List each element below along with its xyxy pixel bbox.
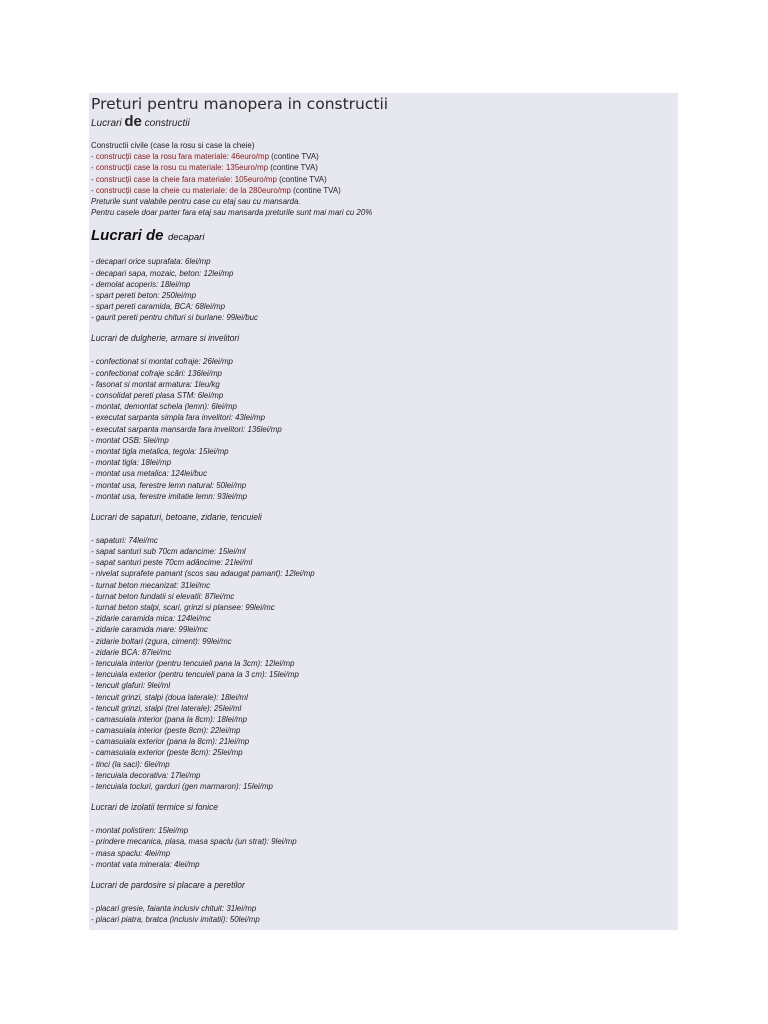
intro-item-text: - construcții case la rosu fara materiale: 46euro/mp	[91, 151, 269, 162]
intro-item	[91, 151, 625, 162]
list-item: - prindere mecanica, plasa, masa spaclu (un strat): 9lei/mp	[91, 836, 297, 847]
list-item: - tencuiala decorativa: 17lei/mp	[91, 769, 201, 780]
page-subtitle	[91, 114, 671, 130]
intro-heading: Constructii civile (case la rosu si case la cheie)	[91, 140, 255, 150]
list-item: - decapari orice suprafata: 6lei/mp	[91, 256, 211, 267]
list-item: - spart pereti beton: 250lei/mp	[91, 289, 197, 300]
intro-item-text: - construcții case la cheie cu materiale: de la 280euro/mp	[91, 184, 291, 195]
list-item: - tencuiala tocluri, garduri (gen marmaron): 15lei/mp	[91, 781, 273, 791]
list-item: - tencuit grinzi, stalpi (doua laterale): 18lei/ml	[91, 691, 248, 702]
intro-note: Pentru casele doar parter fara etaj sau mansarda preturile sunt mai mari cu 20%	[91, 207, 373, 218]
intro-item-note: (contine TVA)	[268, 162, 318, 173]
list-item: - montat, demontat schela (lemn): 6lei/mp	[91, 401, 237, 412]
list-item: - montat tigla: 18lei/mp	[91, 457, 171, 468]
section-heading-izolatii: Lucrari de izolatii termice si fonice	[91, 802, 218, 813]
subtitle-pre: Lucrari	[91, 118, 122, 129]
list-item: - montat OSB: 5lei/mp	[91, 434, 169, 445]
list-item: - zidarie caramida mare: 99lei/mc	[91, 624, 208, 635]
section-heading-dulgherie: Lucrari de dulgherie, armare si invelitori	[91, 333, 240, 344]
list-item: - zidarie BCA: 87lei/mc	[91, 646, 172, 657]
list-item: - montat polistiren: 15lei/mp	[91, 825, 189, 836]
list-item: - tencuiala interior (pentru tencuieli pana la 3cm): 12lei/mp	[91, 657, 295, 668]
intro-item-note: (contine TVA)	[268, 151, 319, 162]
list-item: - confectionat si montat cofraje: 26lei/mp	[91, 356, 233, 367]
list-item: - sapat santuri sub 70cm adancime: 15lei/ml	[91, 546, 246, 557]
list-item: - demolat acoperis: 18lei/mp	[91, 278, 191, 289]
intro-item-note: (contine TVA)	[290, 184, 341, 195]
list-item: - sapat santuri peste 70cm adâncime: 21lei/ml	[91, 557, 253, 568]
list-item: - turnat beton stalpi, scari, grinzi si plansee: 99lei/mc	[91, 602, 275, 612]
document-content	[91, 93, 671, 925]
intro-note: Preturile sunt valabile pentru case cu etaj sau cu mansarda.	[91, 195, 301, 206]
intro-item-note: (contine TVA)	[276, 173, 327, 184]
page-title: Preturi pentru manopera in constructii	[91, 95, 389, 113]
section-heading-main: Lucrari de	[91, 227, 164, 245]
intro-item	[91, 185, 625, 196]
list-item: - camasuiala interior (peste 8cm): 22lei/mp	[91, 725, 241, 736]
list-item: - camasuiala interior (pana la 8cm): 18lei/mp	[91, 713, 247, 724]
list-item: - executat sarpanta simpla fara invelitori: 43lei/mp	[91, 412, 266, 423]
list-item: - tencuit grinzi, stalpi (trei laterale): 25lei/ml	[91, 702, 242, 713]
list-item: - tencuiala exterior (pentru tencuieli pana la 3 cm): 15lei/mp	[91, 669, 299, 680]
list-item: - placari piatra, bratca (inclusiv imitatii): 50lei/mp	[91, 914, 260, 925]
list-item: - sapaturi: 74lei/mc	[91, 534, 158, 545]
list-item: - camasuiala exterior (pana la 8cm): 21lei/mp	[91, 736, 250, 747]
list-item: - zidarie boltari (zgura, ciment): 99lei/mc	[91, 635, 232, 646]
intro-item	[91, 162, 625, 173]
intro-item-text: - construcții case la rosu cu materiale: 135euro/mp	[91, 162, 269, 173]
list-item: - turnat beton mecanizat: 31lei/mc	[91, 579, 211, 590]
intro-item-text: - construcții case la cheie fara materiale: 105euro/mp	[91, 173, 277, 184]
list-item: - zidarie caramida mica: 124lei/mc	[91, 613, 211, 624]
list-item: - executat sarpanta mansarda fara invelitori: 136lei/mp	[91, 423, 282, 434]
list-item: - montat usa metalica: 124lei/buc	[91, 468, 208, 479]
list-item: - placari gresie, faianta inclusiv chituit: 31lei/mp	[91, 902, 257, 913]
intro-item	[91, 174, 625, 185]
list-item: - fasonat si montat armatura: 1leu/kg	[91, 378, 220, 389]
list-item: - turnat beton fundatii si elevatii: 87lei/mc	[91, 590, 235, 601]
list-item: - montat tigla metalica, tegola: 15lei/mp	[91, 445, 229, 456]
list-item: - consolidat pereti plasa STM: 6lei/mp	[91, 390, 224, 400]
section-heading-small: decapari	[167, 232, 205, 244]
section-heading-pardosire: Lucrari de pardosire si placare a peretilor	[91, 879, 245, 890]
list-item: - montat usa, ferestre imitatie lemn: 93lei/mp	[91, 490, 247, 501]
list-item: - masa spaclu: 4lei/mp	[91, 847, 171, 858]
section-heading-decapari	[91, 224, 671, 248]
list-item: - tencuit glafuri: 9lei/ml	[91, 680, 171, 691]
list-item: - gaurit pereti pentru chituri si burlane: 99lei/buc	[91, 312, 259, 323]
list-item: - nivelat suprafete pamant (scos sau adaugat pamant): 12lei/mp	[91, 568, 315, 579]
document-page	[89, 93, 678, 930]
list-item: - spart pereti caramida, BCA: 68lei/mp	[91, 301, 226, 312]
list-item: - montat vata minerala: 4lei/mp	[91, 858, 200, 869]
subtitle-post: constructii	[144, 118, 190, 129]
list-item: - confectionat cofraje scări: 136lei/mp	[91, 367, 222, 378]
list-item: - camasuiala exterior (peste 8cm): 25lei/mp	[91, 747, 243, 758]
section-heading-sapaturi: Lucrari de sapaturi, betoane, zidarie, tencuieli	[91, 511, 262, 522]
subtitle-big: de	[124, 113, 142, 130]
list-item: - montat usa, ferestre lemn natural: 50lei/mp	[91, 479, 247, 490]
list-item: - decapari sapa, mozaic, beton: 12lei/mp	[91, 267, 234, 278]
list-item: - tinci (la saci): 6lei/mp	[91, 758, 170, 769]
